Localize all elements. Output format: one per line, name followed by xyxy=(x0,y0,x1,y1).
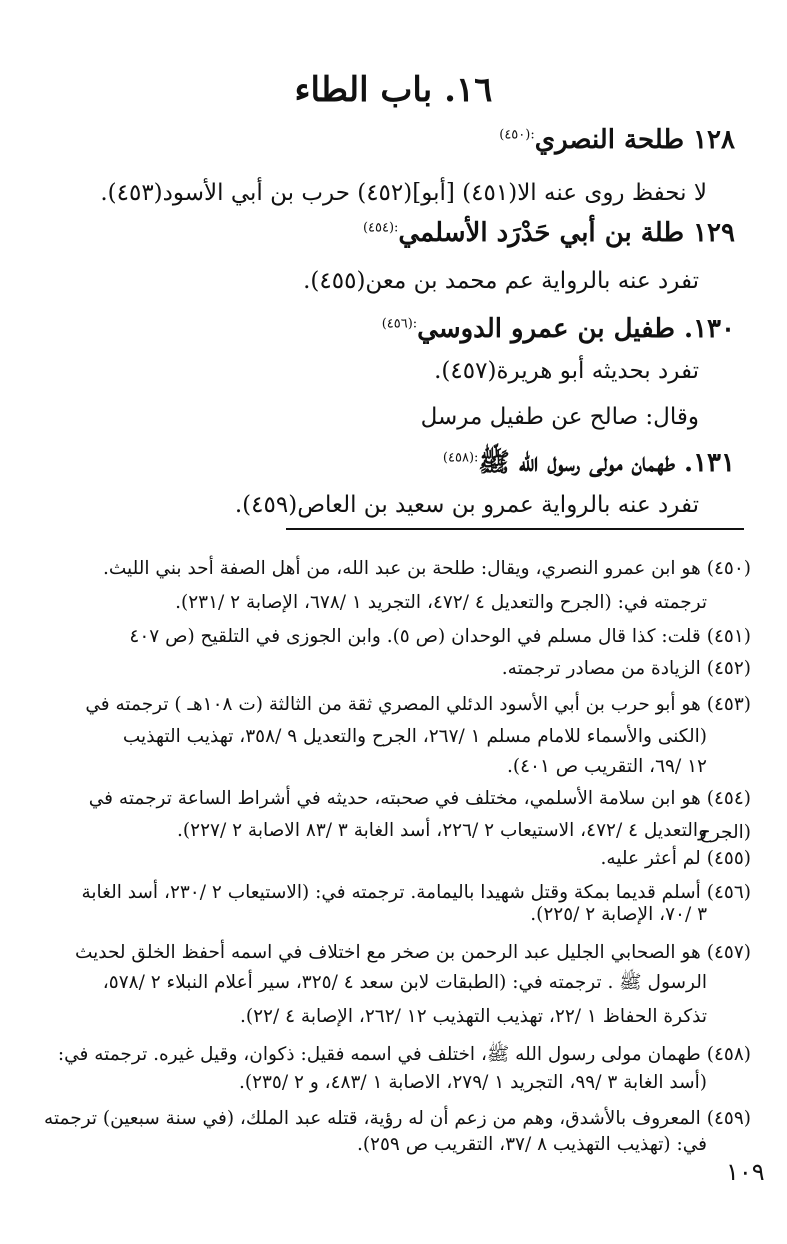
footnote-text: أسلم قديما بمكة وقتل شهيدا باليمامة. ترجمته في: (الاستيعاب ٢ /٢٣٠، أسد الغابة xyxy=(81,882,701,903)
footnote-text: المعروف بالأشدق، وهم من زعم أن له رؤية، قتله عبد الملك، (في سنة سبعين) ترجمته xyxy=(44,1108,701,1129)
footnote-text: الرسول ﷺ . ترجمته في: (الطبقات لابن سعد ٤ /٣٢٥، سير أعلام النبلاء ٢ /٥٧٨، xyxy=(102,972,707,993)
footnote-text: والتعديل ٤ /٤٧٢، الاستيعاب ٢ /٢٢٦، أسد الغابة ٣ /٨٣ الاصابة ٢ /٢٢٧). xyxy=(177,820,707,841)
entry-heading xyxy=(499,125,735,155)
footnote-number: (٤٥٠) xyxy=(706,558,751,579)
footnote-ref: :(٤٥٤) xyxy=(362,220,399,236)
chapter-title: ١٦. باب الطاء xyxy=(294,70,493,110)
footnote-text: ١٢ /٦٩، التقريب ص ٤٠١). xyxy=(506,756,707,777)
footnote xyxy=(31,620,751,654)
footnote-number: (٤٥٣) xyxy=(706,694,751,715)
footnote-ref: :(٤٥٠) xyxy=(499,127,535,143)
footnote xyxy=(31,552,751,586)
entry-name: ١٣٠. طفيل بن عمرو الدوسي xyxy=(417,314,735,344)
footnote-text: (الكنى والأسماء للامام مسلم ١ /٢٦٧، الجرح والتعديل ٩ /٣٥٨، تهذيب التهذيب xyxy=(122,726,707,747)
footnote-text: (أسد الغابة ٣ /٩٩، التجريد ١ /٢٧٩، الاصابة ١ /٤٨٣، و ٢ /٢٣٥). xyxy=(238,1072,707,1093)
entry-text: تفرد بحديثه أبو هريرة(٤٥٧). xyxy=(434,358,699,384)
entry-name: ١٣١. طهمان مولى رسول الله ﷺ xyxy=(478,448,735,478)
footnote-number: (٤٥٦) xyxy=(706,882,751,903)
entry-heading xyxy=(363,218,735,248)
page-number: ١٠٩ xyxy=(726,1158,765,1186)
entry-text: تفرد عنه بالرواية عم محمد بن معن(٤٥٥). xyxy=(303,268,699,294)
footnote-ref: :(٤٥٦) xyxy=(381,316,418,332)
footnote xyxy=(31,688,751,722)
footnote-text: هو أبو حرب بن أبي الأسود الدئلي المصري ثقة من الثالثة (ت ١٠٨هـ ) ترجمته في xyxy=(85,694,701,715)
footnote-text: قلت: كذا قال مسلم في الوحدان (ص ٥). وابن الجوزى في التلقيح (ص ٤٠٧ xyxy=(129,626,701,647)
entry-text: لا نحفظ روى عنه الا(٤٥١) [أبو](٤٥٢) حرب بن أبي الأسود(٤٥٣). xyxy=(100,180,707,206)
footnote-text: هو الصحابي الجليل عبد الرحمن بن صخر مع اختلاف في اسمه أحفظ الخلق لحديث xyxy=(74,942,701,963)
footnote-number: (٤٥٥) xyxy=(706,848,751,869)
footnote xyxy=(31,936,751,970)
footnote xyxy=(31,1102,751,1136)
footnote-text: ٣ /٧٠، الإصابة ٢ /٢٢٥). xyxy=(530,904,707,925)
entry-text: تفرد عنه بالرواية عمرو بن سعيد بن العاص(٤٥٩). xyxy=(234,492,699,518)
entry-heading xyxy=(382,314,735,344)
footnote-number: (٤٥٩) xyxy=(706,1108,751,1129)
footnote-text: الزيادة من مصادر ترجمته. xyxy=(501,658,701,679)
footnote-text: هو ابن عمرو النصري، ويقال: طلحة بن عبد الله، من أهل الصفة أحد بني الليث. xyxy=(103,558,701,579)
entry-heading xyxy=(443,446,735,484)
footnote-text: ترجمته في: (الجرح والتعديل ٤ /٤٧٢، التجريد ١ /٦٧٨، الإصابة ٢ /٢٣١). xyxy=(175,592,707,613)
entry-name: ١٢٩ طلة بن أبي حَدْرَد الأسلمي xyxy=(398,218,735,248)
entry-text: وقال: صالح عن طفيل مرسل xyxy=(420,404,699,430)
footnote-divider xyxy=(286,528,744,530)
footnote-number: (٤٥٤) xyxy=(706,788,751,809)
footnote-text: لم أعثر عليه. xyxy=(600,848,701,869)
footnote xyxy=(31,652,751,686)
footnote-number: (٤٥٨) xyxy=(706,1044,751,1065)
footnote-text: طهمان مولى رسول الله ﷺ، اختلف في اسمه فقيل: ذكوان، وقيل غيره. ترجمته في: xyxy=(57,1044,701,1065)
footnote-number: (٤٥٢) xyxy=(706,658,751,679)
footnote-ref: :(٤٥٨) xyxy=(442,450,479,466)
footnote-text: في: (تهذيب التهذيب ٨ /٣٧، التقريب ص ٢٥٩). xyxy=(356,1134,707,1155)
footnote-number: (٤٥٧) xyxy=(706,942,751,963)
footnote-text: تذكرة الحفاظ ١ /٢٢، تهذيب التهذيب ١٢ /٢٦٢، الإصابة ٤ /٢٢). xyxy=(239,1006,707,1027)
footnote xyxy=(31,1038,751,1072)
entry-name: ١٢٨ طلحة النصري xyxy=(534,125,735,155)
footnote xyxy=(31,842,751,876)
footnote-number: (٤٥١) xyxy=(706,626,751,647)
footnote-text: هو ابن سلامة الأسلمي، مختلف في صحبته، حديثه في أشراط الساعة ترجمته في (الجرح xyxy=(88,788,751,843)
